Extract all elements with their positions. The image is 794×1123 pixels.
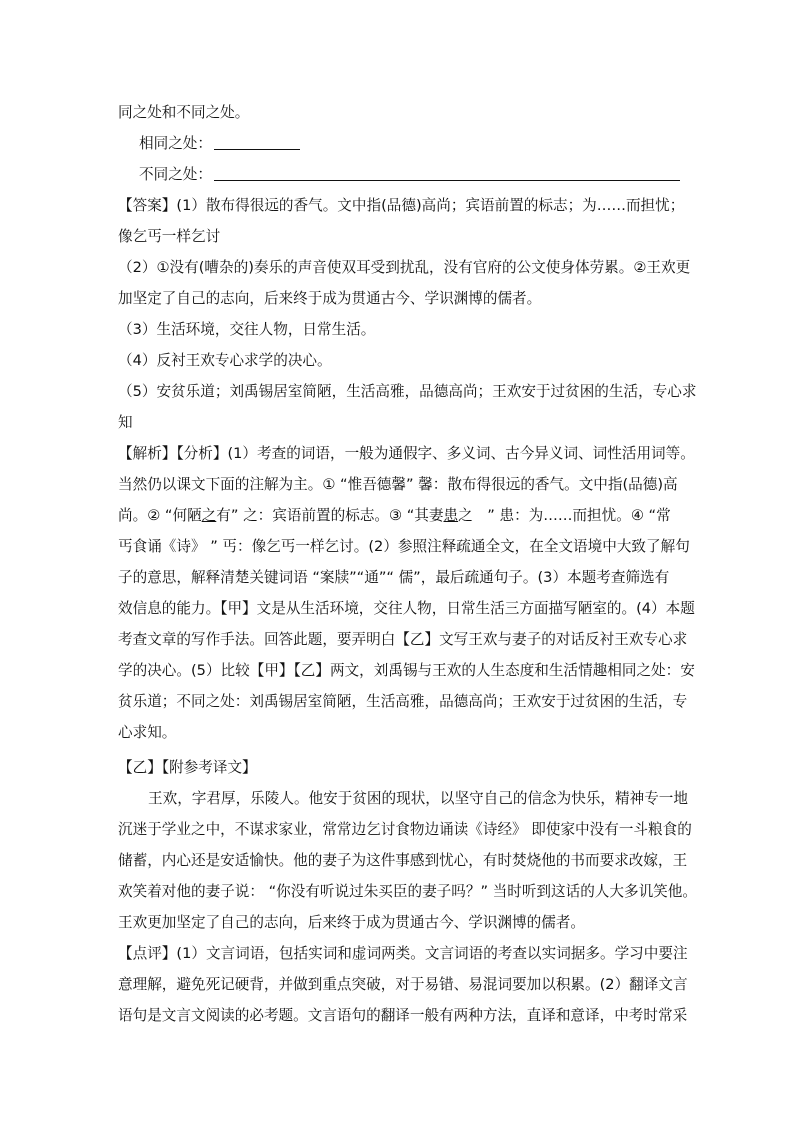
- similarity-label: 相同之处：: [139, 135, 212, 152]
- text-line: 贫乐道；不同之处：刘禹锡居室简陋，生活高雅，品德高尚；王欢安于过贫困的生活，专: [118, 693, 688, 710]
- translation-line: 王欢更加坚定了自己的志向，后来终于成为贯通古今、学识渊博的儒者。: [118, 914, 586, 931]
- text-line: 像乞丐一样乞讨: [118, 228, 221, 245]
- text-line: 加坚定了自己的志向，后来终于成为贯通古今、学识渊博的儒者。: [118, 290, 542, 307]
- text-line: （5）安贫乐道；刘禹锡居室简陋，生活高雅，品德高尚；王欢安于过贫困的生活，专心求: [118, 383, 697, 400]
- text-span: 之 ” 患：为……而担忧。④ “常: [458, 507, 671, 524]
- underlined-char: 患: [443, 507, 459, 524]
- similarity-prompt: [139, 134, 699, 154]
- text-line: 心求知。: [118, 724, 177, 741]
- text-line: 意理解，避免死记硬背，并做到重点突破，对于易错、易混词要加以积累。(2）翻译文言: [118, 976, 688, 993]
- text-span: 尚。② “何陋: [118, 507, 202, 524]
- text-line: 同之处和不同之处。: [118, 104, 250, 121]
- text-line: （2）①没有(嘈杂的)奏乐的声音使双耳受到扰乱，没有官府的公文使身体劳累。②王欢更: [118, 259, 691, 276]
- text-line: 子的意思，解释清楚关键词语 “案牍”“通”“ 儒”，最后疏通句子。(3）本题考查筛选有: [118, 569, 670, 586]
- text-span: 有” 之：宾语前置的标志。③ “其妻: [216, 507, 444, 524]
- text-line: （4）反衬王欢专心求学的决心。: [118, 352, 332, 369]
- text-line: 考查文章的写作手法。回答此题，要弄明白【乙】文写王欢与妻子的对话反衬王欢专心求: [118, 631, 688, 648]
- text-line: 丐食诵《诗》 ” 丐：像乞丐一样乞讨。(2）参照注释疏通全文，在全文语境中大致了解句: [118, 538, 690, 555]
- answer-line: 【答案】(1）散布得很远的香气。文中指(品德)高尚；宾语前置的标志；为……而担忧；: [118, 197, 685, 214]
- text-line: 知: [118, 414, 133, 431]
- difference-label: 不同之处：: [139, 166, 212, 183]
- underlined-char: 之: [201, 507, 217, 524]
- translation-line: 王欢，字君厚，乐陵人。他安于贫困的现状，以坚守自己的信念为快乐，精神专一地: [148, 790, 688, 807]
- text-line: 学的决心。(5）比较【甲】【乙】两文，刘禹锡与王欢的人生态度和生活情趣相同之处：安: [118, 662, 695, 679]
- text-line: （3）生活环境，交往人物，日常生活。: [118, 321, 376, 338]
- comment-line: 【点评】(1）文言词语，包括实词和虚词两类。文言词语的考查以实词据多。学习中要注: [118, 945, 688, 962]
- difference-blank[interactable]: [214, 166, 680, 181]
- text-line: 效信息的能力。【甲】文是从生活环境，交往人物，日常生活三方面描写陋室的。(4）本题: [118, 600, 695, 617]
- similarity-blank[interactable]: [214, 135, 300, 150]
- translation-heading: 【乙】【附参考译文】: [118, 759, 257, 776]
- text-line: [118, 506, 678, 526]
- difference-prompt: [139, 165, 699, 185]
- analysis-line: 【解析】【分析】(1）考查的词语，一般为通假字、多义词、古今异义词、词性活用词等。: [118, 445, 695, 462]
- translation-line: 沉迷于学业之中，不谋求家业，常常边乞讨食物边诵读《诗经》 即使家中没有一斗粮食的: [118, 821, 692, 838]
- translation-line: 储蓄，内心还是安适愉快。他的妻子为这件事感到忧心，有时焚烧他的书而要求改嫁，王: [118, 852, 688, 869]
- text-line: 语句是文言文阅读的必考题。文言语句的翻译一般有两种方法，直译和意译，中考时常采: [118, 1007, 688, 1024]
- text-line: 当然仍以课文下面的注解为主。① “惟吾德馨” 馨：散布得很远的香气。文中指(品德)高: [118, 476, 678, 493]
- translation-line: 欢笑着对他的妻子说： “你没有听说过朱买臣的妻子吗？” 当时听到这话的人大多讥笑他。: [118, 883, 697, 900]
